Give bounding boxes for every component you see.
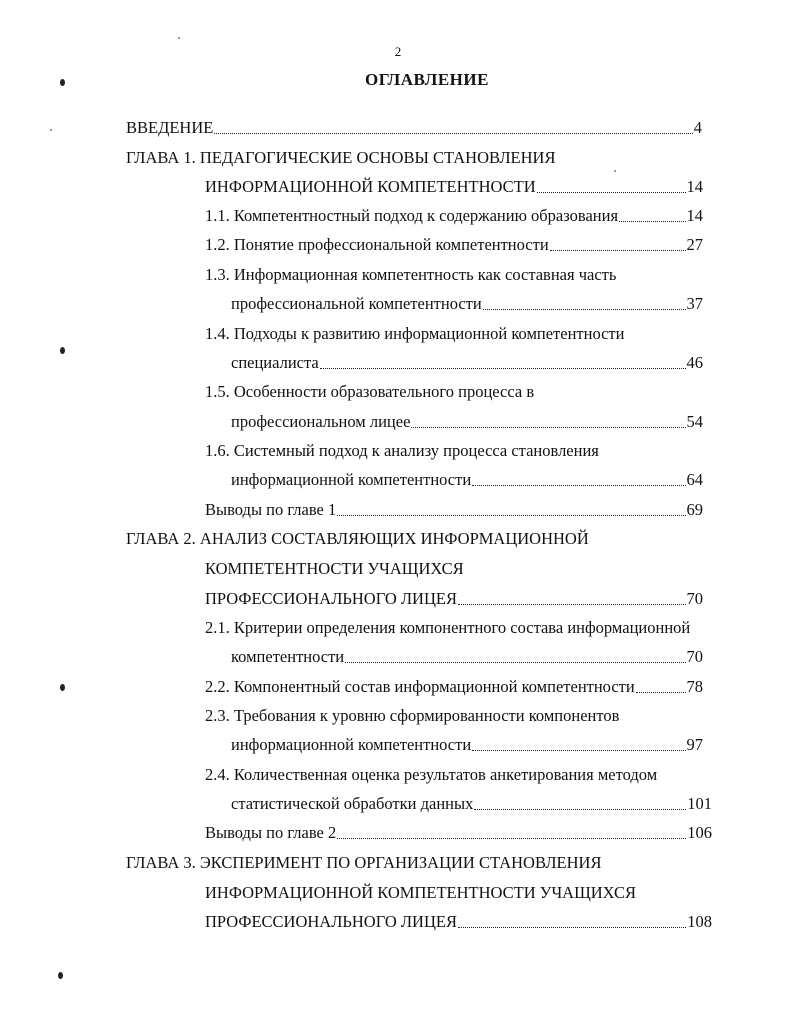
- toc-entry-text: 2.1. Критерии определения компонентного состава информационной: [205, 618, 691, 637]
- toc-page-number: 70: [686, 589, 703, 608]
- toc-entry-text: профессиональной компетентности: [231, 294, 482, 313]
- toc-entry-text: 2.3. Требования к уровню сформированности компонентов: [205, 706, 620, 725]
- toc-entry-text: статистической обработки данных: [231, 794, 474, 813]
- leader-dots: [619, 220, 685, 222]
- toc-section-1-5-line-2[interactable]: [231, 412, 703, 432]
- toc-section-2-3-line-2[interactable]: [231, 735, 703, 755]
- leader-dots: [458, 926, 686, 928]
- toc-page-number: 97: [686, 735, 703, 754]
- leader-dots: [550, 249, 686, 251]
- toc-chapter-2-line-2[interactable]: [205, 559, 464, 579]
- leader-dots: [472, 484, 685, 486]
- toc-page-number: 54: [686, 412, 703, 431]
- toc-section-2-1-line-1[interactable]: [205, 618, 690, 638]
- toc-page-number: 78: [686, 677, 703, 696]
- toc-entry-text: КОМПЕТЕНТНОСТИ УЧАЩИХСЯ: [205, 559, 464, 578]
- toc-section-2-2[interactable]: [205, 677, 703, 697]
- scan-dust: [178, 37, 180, 39]
- toc-entry-text: ИНФОРМАЦИОННОЙ КОМПЕТЕНТНОСТИ: [205, 177, 536, 196]
- toc-page-number: 46: [686, 353, 703, 372]
- toc-entry-text: 1.4. Подходы к развитию информационной компетентности: [205, 324, 625, 343]
- toc-conclusions-2[interactable]: [205, 823, 712, 843]
- toc-section-1-4-line-2[interactable]: [231, 353, 703, 373]
- leader-dots: [537, 191, 686, 193]
- toc-entry-text: информационной компетентности: [231, 735, 472, 754]
- toc-chapter-1-line-1[interactable]: [126, 148, 555, 168]
- toc-section-1-6-line-2[interactable]: [231, 470, 703, 490]
- toc-page-number: 14: [686, 177, 703, 196]
- leader-dots: [320, 367, 686, 369]
- toc-page-number: 4: [693, 118, 702, 137]
- toc-entry-text: Выводы по главе 2: [205, 823, 337, 842]
- toc-entry-text: ГЛАВА 3. ЭКСПЕРИМЕНТ ПО ОРГАНИЗАЦИИ СТАНОВЛЕНИЯ: [126, 853, 602, 872]
- toc-entry-text: ВВЕДЕНИЕ: [126, 118, 214, 137]
- toc-section-1-5-line-1[interactable]: [205, 382, 534, 402]
- toc-section-2-3-line-1[interactable]: [205, 706, 619, 726]
- toc-chapter-2-line-3[interactable]: [205, 589, 703, 609]
- toc-section-2-4-line-2[interactable]: [231, 794, 712, 814]
- toc-page-number: 101: [687, 794, 712, 813]
- toc-page-number: 106: [687, 823, 712, 842]
- leader-dots: [345, 661, 685, 663]
- toc-section-1-6-line-1[interactable]: [205, 441, 599, 461]
- toc-entry-text: ГЛАВА 2. АНАЛИЗ СОСТАВЛЯЮЩИХ ИНФОРМАЦИОННОЙ: [126, 529, 589, 548]
- toc-entry-text: 2.4. Количественная оценка результатов анкетирования методом: [205, 765, 658, 784]
- leader-dots: [337, 514, 685, 516]
- scan-speck: [60, 684, 65, 691]
- toc-entry-text: 1.2. Понятие профессиональной компетентности: [205, 235, 549, 254]
- toc-entry-text: ИНФОРМАЦИОННОЙ КОМПЕТЕНТНОСТИ УЧАЩИХСЯ: [205, 883, 636, 902]
- toc-section-1-2[interactable]: [205, 235, 703, 255]
- toc-chapter-3-line-3[interactable]: [205, 912, 712, 932]
- leader-dots: [337, 837, 686, 839]
- page-title: ОГЛАВЛЕНИЕ: [365, 70, 489, 89]
- toc-chapter-3-line-1[interactable]: [126, 853, 601, 873]
- toc-conclusions-1[interactable]: [205, 500, 703, 520]
- toc-page-number: 70: [686, 647, 703, 666]
- leader-dots: [483, 308, 686, 310]
- toc-page-number: 37: [686, 294, 703, 313]
- scan-dust: [614, 170, 616, 172]
- leader-dots: [636, 691, 686, 693]
- toc-section-1-3-line-1[interactable]: [205, 265, 616, 285]
- toc-page-number: 64: [686, 470, 703, 489]
- toc-section-2-4-line-1[interactable]: [205, 765, 657, 785]
- toc-page-number: 108: [687, 912, 712, 931]
- toc-section-1-4-line-1[interactable]: [205, 324, 624, 344]
- toc-entry-text: 1.6. Системный подход к анализу процесса становления: [205, 441, 599, 460]
- toc-chapter-2-line-1[interactable]: [126, 529, 589, 549]
- leader-dots: [472, 749, 685, 751]
- leader-dots: [474, 808, 686, 810]
- scan-speck: [58, 972, 63, 979]
- toc-section-1-3-line-2[interactable]: [231, 294, 703, 314]
- toc-entry-text: ПРОФЕССИОНАЛЬНОГО ЛИЦЕЯ: [205, 589, 457, 608]
- toc-entry-text: информационной компетентности: [231, 470, 472, 489]
- toc-entry-text: 1.5. Особенности образовательного процесса в: [205, 382, 535, 401]
- scan-speck: [60, 79, 65, 86]
- toc-entry-text: ПРОФЕССИОНАЛЬНОГО ЛИЦЕЯ: [205, 912, 457, 931]
- leader-dots: [214, 132, 692, 134]
- toc-entry-text: профессиональном лицее: [231, 412, 411, 431]
- toc-section-2-1-line-2[interactable]: [231, 647, 703, 667]
- toc-entry-text: специалиста: [231, 353, 319, 372]
- toc-section-1-1[interactable]: [205, 206, 703, 226]
- leader-dots: [411, 426, 685, 428]
- scan-dust: [50, 129, 52, 131]
- toc-entry-text: 1.3. Информационная компетентность как составная часть: [205, 265, 617, 284]
- toc-entry-text: компетентности: [231, 647, 345, 666]
- leader-dots: [458, 603, 686, 605]
- toc-entry-intro[interactable]: [126, 118, 702, 138]
- toc-chapter-1-line-2[interactable]: [205, 177, 703, 197]
- toc-entry-text: 1.1. Компетентностный подход к содержанию образования: [205, 206, 619, 225]
- toc-page-number: 27: [686, 235, 703, 254]
- page-number: 2: [394, 44, 402, 59]
- toc-entry-text: 2.2. Компонентный состав информационной компетентности: [205, 677, 635, 696]
- toc-chapter-3-line-2[interactable]: [205, 883, 636, 903]
- toc-page-number: 14: [686, 206, 703, 225]
- scan-speck: [60, 347, 65, 354]
- toc-entry-text: ГЛАВА 1. ПЕДАГОГИЧЕСКИЕ ОСНОВЫ СТАНОВЛЕНИЯ: [126, 148, 556, 167]
- toc-page-number: 69: [686, 500, 703, 519]
- toc-entry-text: Выводы по главе 1: [205, 500, 337, 519]
